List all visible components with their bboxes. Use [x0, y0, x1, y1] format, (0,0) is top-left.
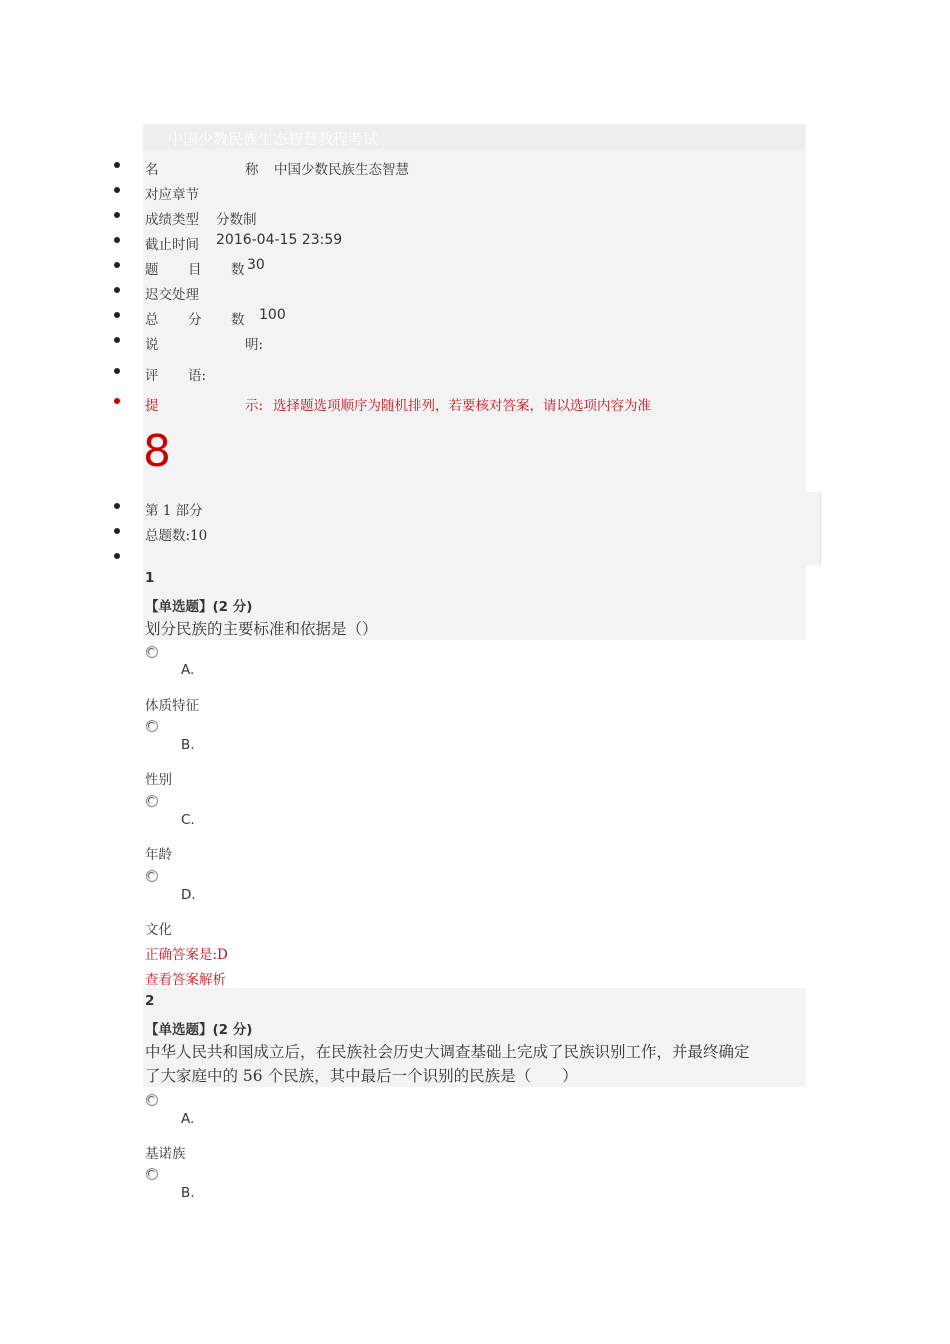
tip-label-first: 提: [145, 398, 159, 414]
late-label: 迟交处理: [145, 287, 199, 303]
option-a-text[interactable]: 基诺族: [145, 1146, 186, 1162]
list-bullet: [114, 553, 120, 559]
question-type: 【单选题】(2 分): [145, 599, 253, 615]
score-type-label: 成绩类型: [145, 212, 199, 228]
list-bullet: [114, 262, 120, 268]
chapter-label: 对应章节: [145, 187, 199, 203]
list-bullet: [114, 503, 120, 509]
option-b-letter: B.: [181, 737, 195, 753]
option-b-letter: B.: [181, 1185, 195, 1201]
name-value: 中国少数民族生态智慧: [274, 162, 409, 178]
score-type-value: 分数制: [216, 212, 257, 228]
list-bullet: [114, 237, 120, 243]
option-a-letter: A.: [181, 662, 195, 678]
comment-label-second: 语:: [188, 368, 207, 384]
option-b-radio[interactable]: [146, 1168, 158, 1180]
list-bullet: [114, 187, 120, 193]
name-label-second: 称: [245, 162, 259, 178]
option-b-text[interactable]: 性别: [145, 772, 172, 788]
list-bullet: [114, 312, 120, 318]
option-c-text[interactable]: 年龄: [145, 847, 172, 863]
list-bullet: [114, 337, 120, 343]
option-a-radio[interactable]: [146, 1094, 158, 1106]
list-bullet: [114, 368, 120, 374]
option-d-radio[interactable]: [146, 870, 158, 882]
exam-title: 中国少数民族生态智慧教程考试: [168, 130, 379, 148]
count-label-third: 数: [231, 262, 245, 278]
section-total-label: 总题数:10: [145, 528, 208, 544]
list-bullet: [114, 287, 120, 293]
list-bullet: [114, 162, 120, 168]
count-value: 30: [247, 257, 265, 273]
question-number: 1: [145, 570, 155, 586]
total-label-second: 分: [188, 312, 202, 328]
option-d-text[interactable]: 文化: [145, 922, 172, 938]
count-label-first: 题: [145, 262, 159, 278]
option-c-radio[interactable]: [146, 795, 158, 807]
option-c-letter: C.: [181, 812, 195, 828]
tip-text: 选择题选项顺序为随机排列，若要核对答案，请以选项内容为准: [273, 398, 651, 414]
option-a-text[interactable]: 体质特征: [145, 698, 199, 714]
question-text-line-1: 中华人民共和国成立后，在民族社会历史大调查基础上完成了民族识别工作，并最终确定: [145, 1043, 750, 1061]
total-label-first: 总: [145, 312, 159, 328]
comment-label-first: 评: [145, 368, 159, 384]
section-panel: [143, 492, 821, 565]
question-type: 【单选题】(2 分): [145, 1022, 253, 1038]
list-bullet: [114, 212, 120, 218]
tip-label-second: 示:: [245, 398, 264, 414]
deadline-label: 截止时间: [145, 237, 199, 253]
note-label-first: 说: [145, 337, 159, 353]
option-d-letter: D.: [181, 887, 196, 903]
view-analysis-link[interactable]: 查看答案解析: [145, 972, 226, 988]
exam-score: 8: [143, 426, 171, 477]
correct-answer: 正确答案是:D: [145, 947, 228, 963]
count-label-second: 目: [188, 262, 202, 278]
total-label-third: 数: [231, 312, 245, 328]
section-part-label: 第 1 部分: [145, 503, 203, 519]
option-b-radio[interactable]: [146, 720, 158, 732]
deadline-value: 2016-04-15 23:59: [216, 232, 343, 248]
option-a-radio[interactable]: [146, 646, 158, 658]
name-label-first: 名: [145, 162, 159, 178]
list-bullet: [114, 398, 120, 404]
note-label-second: 明:: [245, 337, 264, 353]
question-text-line-2: 了大家庭中的 56 个民族，其中最后一个识别的民族是（ ）: [145, 1067, 578, 1085]
option-a-letter: A.: [181, 1111, 195, 1127]
question-text: 划分民族的主要标准和依据是（）: [145, 620, 378, 638]
list-bullet: [114, 528, 120, 534]
question-number: 2: [145, 993, 155, 1009]
total-value: 100: [259, 307, 286, 323]
